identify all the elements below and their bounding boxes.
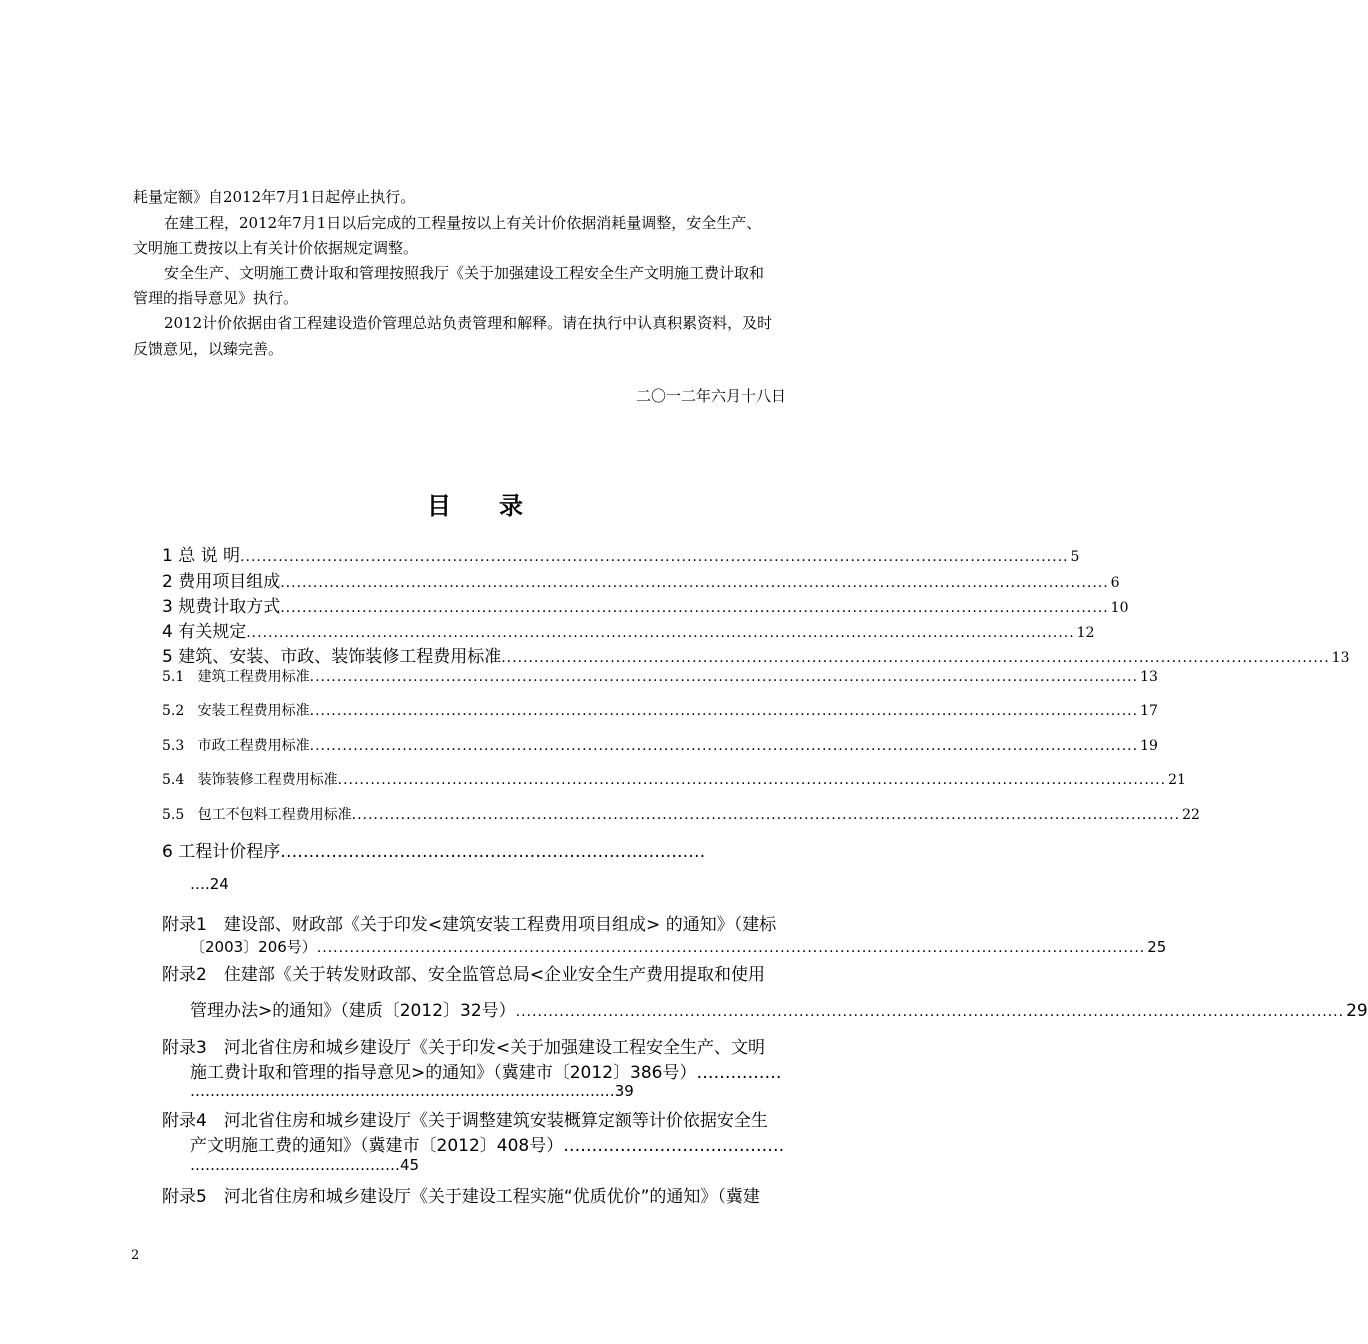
toc-page: 12	[1076, 625, 1095, 641]
appendix-entry[interactable]: 附录5 河北省住房和城乡建设厅《关于建设工程实施“优质优价”的通知》（冀建	[162, 1187, 760, 1207]
toc-entry[interactable]: 5.3 市政工程费用标准 ........................................................................................................................................................ 19	[162, 735, 848, 755]
appendix-entry-line: ……………………………………………………………………….…39	[190, 1082, 634, 1100]
paragraph-line: 文明施工费按以上有关计价依据规定调整。	[133, 239, 419, 257]
toc-label: 装饰装修工程费用标准	[197, 772, 338, 788]
toc-number: 1	[162, 546, 173, 566]
toc-label: 规费计取方式	[178, 597, 281, 617]
toc-entry[interactable]: 3 规费计取方式 ........................................................................................................................................................ 10	[162, 592, 848, 617]
toc-entry[interactable]: 5.5 包工不包料工程费用标准 ........................................................................................................................................................ 22	[162, 804, 848, 824]
toc-number: 5	[162, 647, 173, 667]
paragraph-line: 在建工程，2012年7月1日以后完成的工程量按以上有关计价依据消耗量调整，安全生产、	[164, 214, 762, 232]
toc-entry[interactable]: 1 总 说 明 ........................................................................................................................................................ 5	[162, 541, 848, 566]
toc-entry[interactable]: 5.2 安装工程费用标准 ........................................................................................................................................................ 17	[162, 700, 848, 720]
toc-label: 市政工程费用标准	[197, 738, 310, 754]
appendix-entry-line: 产文明施工费的通知》（冀建市〔2012〕408号）…………………………………	[190, 1136, 785, 1156]
toc-entry[interactable]: 5 建筑、安装、市政、装饰装修工程费用标准 ........................................................................................................................................................ 13	[162, 642, 848, 667]
toc-label: 有关规定	[178, 622, 247, 642]
appendix-entry-line: 〔2003〕206号） ........................................................................................................................................................ 25	[190, 938, 1167, 956]
toc-label: 建筑工程费用标准	[197, 669, 310, 685]
document-date: 二〇一二年六月十八日	[636, 387, 787, 405]
toc-number: 3	[162, 597, 173, 617]
page-number: 2	[131, 1248, 140, 1263]
toc-number: 5.3	[162, 738, 185, 754]
toc-page: 17	[1140, 703, 1158, 719]
toc-entry[interactable]: 5.1 建筑工程费用标准 ........................................................................................................................................................ 13	[162, 666, 848, 686]
toc-page: 10	[1110, 600, 1129, 616]
appendix-text: 管理办法>的通知》（建质〔2012〕32号）	[190, 1001, 516, 1021]
toc-page: 13	[1140, 669, 1158, 685]
toc-page: 13	[1331, 650, 1350, 666]
toc-entry-6[interactable]: 6 工程计价程序…………………………………………………………………	[162, 842, 706, 862]
toc-label: 费用项目组成	[178, 572, 281, 592]
paragraph-line: 管理的指导意见》执行。	[133, 289, 299, 307]
toc-entry[interactable]: 5.4 装饰装修工程费用标准 ........................................................................................................................................................ 21	[162, 769, 848, 789]
appendix-text: 〔2003〕206号）	[190, 938, 317, 956]
toc-page: 19	[1140, 738, 1158, 754]
appendix-entry-line: 施工费计取和管理的指导意见>的通知》（冀建市〔2012〕386号）……………	[190, 1063, 782, 1083]
toc-number: 4	[162, 622, 173, 642]
appendix-entry-line: 管理办法>的通知》（建质〔2012〕32号） ........................................................................................................................................................ 29	[190, 996, 848, 1021]
toc-entry[interactable]: 4 有关规定 ........................................................................................................................................................ 12	[162, 617, 848, 642]
appendix-entry[interactable]: 附录4 河北省住房和城乡建设厅《关于调整建筑安装概算定额等计价依据安全生	[162, 1111, 768, 1131]
appendix-entry[interactable]: 附录2 住建部《关于转发财政部、安全监管总局<企业安全生产费用提取和使用	[162, 965, 766, 985]
toc-page: 21	[1168, 772, 1186, 788]
paragraph-line: 反馈意见，以臻完善。	[133, 340, 284, 358]
toc-number: 5.4	[162, 772, 185, 788]
toc-entry-6-page: ….24	[190, 875, 229, 893]
toc-number: 2	[162, 572, 173, 592]
toc-page: 29	[1346, 1001, 1368, 1021]
toc-page: 25	[1147, 938, 1167, 956]
toc-number: 5.2	[162, 703, 185, 719]
toc-label: 包工不包料工程费用标准	[197, 807, 352, 823]
toc-entry[interactable]: 2 费用项目组成 ........................................................................................................................................................ 6	[162, 567, 848, 592]
toc-page: 22	[1182, 807, 1200, 823]
toc-number: 5.5	[162, 807, 185, 823]
toc-page: 5	[1070, 549, 1080, 565]
toc-title: 目 录	[427, 492, 523, 520]
paragraph-line: 安全生产、文明施工费计取和管理按照我厅《关于加强建设工程安全生产文明施工费计取和	[164, 264, 765, 282]
appendix-entry[interactable]: 附录3 河北省住房和城乡建设厅《关于印发<关于加强建设工程安全生产、文明	[162, 1038, 766, 1058]
paragraph-line: 2012计价依据由省工程建设造价管理总站负责管理和解释。请在执行中认真积累资料，及时	[164, 314, 773, 332]
toc-label: 建筑、安装、市政、装饰装修工程费用标准	[178, 647, 502, 667]
toc-label: 总 说 明	[178, 546, 241, 566]
paragraph-line: 耗量定额》自2012年7月1日起停止执行。	[133, 188, 416, 206]
toc-number: 5.1	[162, 669, 185, 685]
appendix-entry-line: ……………………………………45	[190, 1156, 420, 1174]
toc-page: 6	[1110, 575, 1120, 591]
appendix-entry[interactable]: 附录1 建设部、财政部《关于印发<建筑安装工程费用项目组成> 的通知》（建标	[162, 915, 777, 935]
toc-label: 安装工程费用标准	[197, 703, 310, 719]
